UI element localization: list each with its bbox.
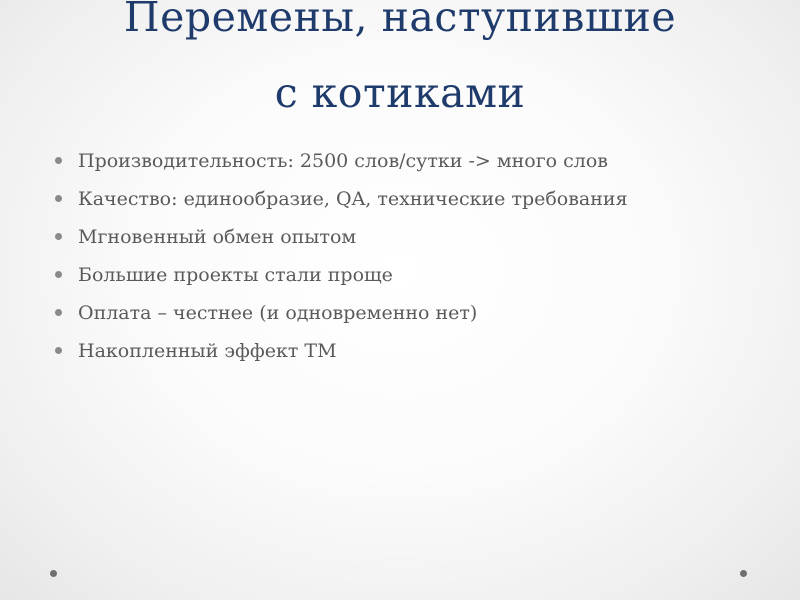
bullet-item (50, 297, 770, 335)
bullet-item (50, 335, 770, 373)
bullet-item (50, 259, 770, 297)
bullet-dot-icon (55, 309, 62, 316)
bullet-dot-icon (55, 195, 62, 202)
bullet-text: Мгновенный обмен опытом (78, 226, 357, 248)
bullet-dot-icon (55, 157, 62, 164)
corner-dot-left-icon (50, 570, 57, 577)
bullet-text: Оплата – честнее (и одновременно нет) (78, 302, 478, 324)
bullet-text: Большие проекты стали проще (78, 264, 393, 286)
slide-title-line-2: с котиками (274, 69, 526, 118)
bullet-item (50, 145, 770, 183)
bullet-item (50, 221, 770, 259)
bullet-dot-icon (55, 347, 62, 354)
bullet-dot-icon (55, 233, 62, 240)
bullet-dot-icon (55, 271, 62, 278)
bullet-text: Качество: единообразие, QA, технические требования (78, 188, 628, 210)
slide-title (0, 0, 800, 117)
corner-dot-right-icon (740, 570, 747, 577)
bullet-text: Накопленный эффект ТМ (78, 340, 337, 362)
bullet-item (50, 183, 770, 221)
bullet-list (50, 145, 770, 373)
slide-title-line-1: Перемены, наступившие (123, 0, 677, 41)
bullet-text: Производительность: 2500 слов/сутки -> много слов (78, 150, 608, 172)
